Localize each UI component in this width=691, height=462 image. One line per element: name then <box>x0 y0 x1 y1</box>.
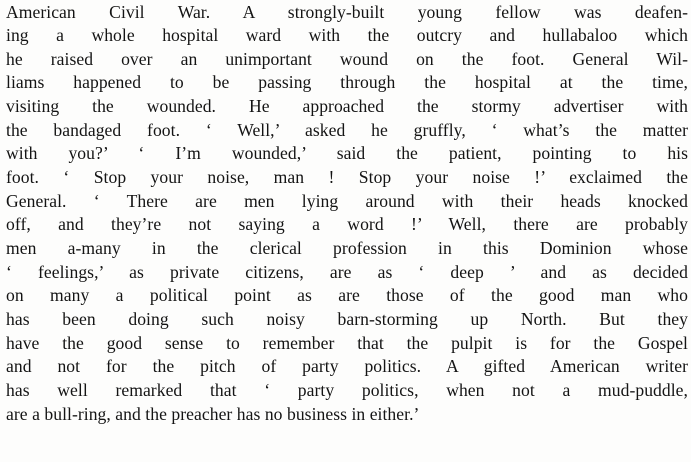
text-line: liams happened to be passing through the hospital at the time, <box>6 72 688 92</box>
text-line: are a bull-ring, and the preacher has no business in either.’ <box>6 404 420 424</box>
text-line: with you?’ ‘ I’m wounded,’ said the patient, pointing to his <box>6 143 688 163</box>
text-line: ‘ feelings,’ as private citizens, are as ‘ deep ’ and as decided <box>6 262 688 282</box>
text-line: visiting the wounded. He approached the stormy advertiser with <box>6 96 688 116</box>
text-line: General. ‘ There are men lying around with their heads knocked <box>6 191 688 211</box>
text-line: on many a political point as are those of the good man who <box>6 285 688 305</box>
text-line: have the good sense to remember that the pulpit is for the Gospel <box>6 333 688 353</box>
text-line: off, and they’re not saying a word !’ Well, there are probably <box>6 214 688 234</box>
text-line: the bandaged foot. ‘ Well,’ asked he gruffly, ‘ what’s the matter <box>6 120 688 140</box>
text-line: he raised over an unimportant wound on the foot. General Wil- <box>6 49 688 69</box>
text-line: foot. ‘ Stop your noise, man ! Stop your noise !’ exclaimed the <box>6 167 688 187</box>
text-line: men a-many in the clerical profession in this Dominion whose <box>6 238 688 258</box>
text-line: has been doing such noisy barn-storming up North. But they <box>6 309 688 329</box>
text-line: and not for the pitch of party politics. A gifted American writer <box>6 356 688 376</box>
text-line: ing a whole hospital ward with the outcry and hullabaloo which <box>6 25 688 45</box>
text-line: American Civil War. A strongly-built young fellow was deafen- <box>6 2 688 22</box>
text-line: has well remarked that ‘ party politics, when not a mud-puddle, <box>6 380 688 400</box>
